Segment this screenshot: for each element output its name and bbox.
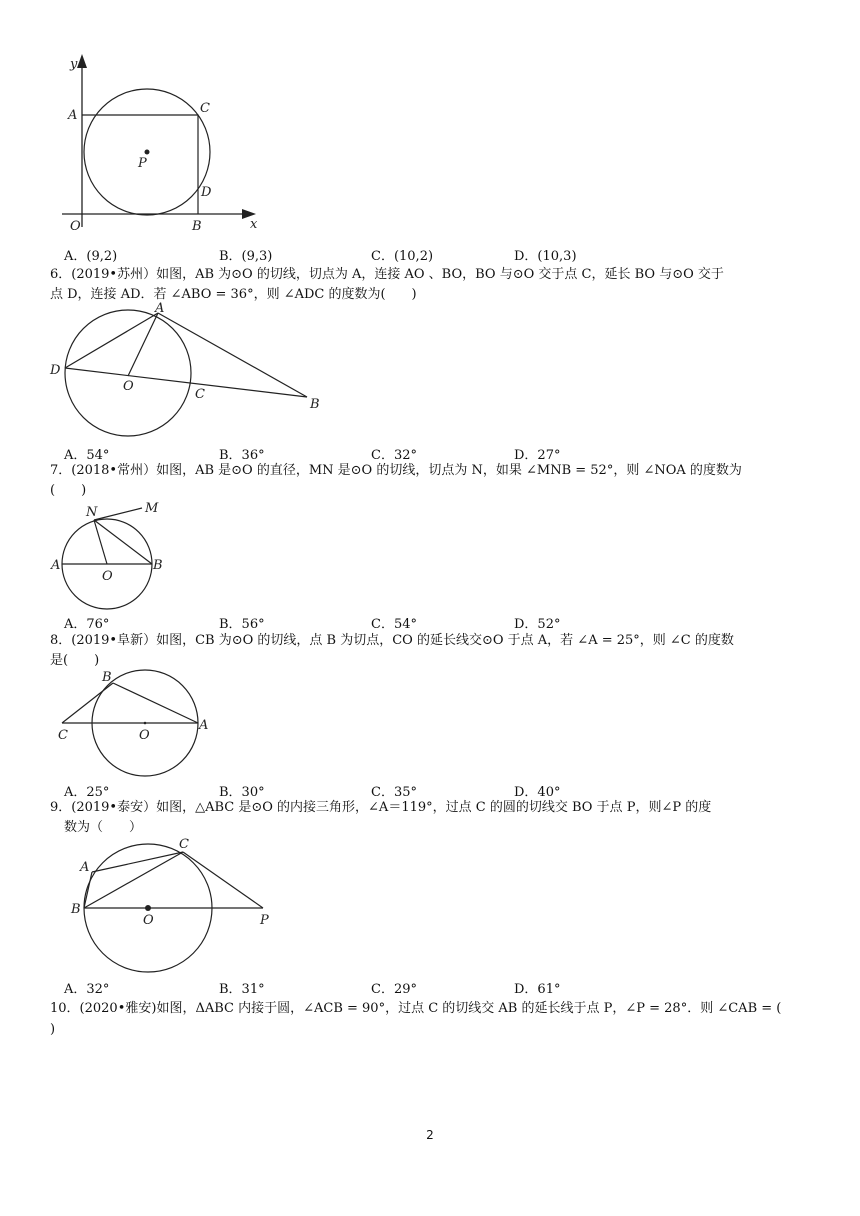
- option-b[interactable]: B．36°: [219, 448, 265, 463]
- label-y: y: [70, 57, 78, 72]
- figure-q7-circle-diameter: [48, 498, 178, 610]
- label-p: P: [260, 913, 269, 928]
- label-o: O: [123, 379, 134, 394]
- label-c: C: [195, 387, 205, 402]
- segment-cp: [183, 852, 263, 908]
- y-axis-arrow-icon: [77, 54, 87, 68]
- figure-q8-circle-tangent: [48, 665, 223, 780]
- figure-q6-circle-tangent: [45, 302, 335, 442]
- label-m: M: [145, 501, 159, 516]
- question-7-stem-line-1: 7．(2018•常州）如图，AB 是⊙O 的直径，MN 是⊙O 的切线，切点为 N，如果 ∠MNB = 52°，则 ∠NOA 的度数为: [50, 463, 742, 478]
- label-d: D: [50, 363, 61, 378]
- option-d[interactable]: D．27°: [514, 448, 561, 463]
- option-a[interactable]: A．32°: [64, 982, 110, 997]
- option-c[interactable]: C．29°: [371, 982, 417, 997]
- segment-nm: [94, 508, 142, 520]
- center-point-o: [145, 905, 151, 911]
- label-a: A: [51, 558, 61, 573]
- segment-db: [65, 368, 307, 397]
- option-c[interactable]: C．35°: [371, 785, 417, 800]
- segment-no: [94, 520, 107, 564]
- option-b[interactable]: B．56°: [219, 617, 265, 632]
- segment-ab: [158, 313, 307, 397]
- segment-cb: [62, 683, 113, 723]
- question-6-stem-line-2: 点 D，连接 AD．若 ∠ABO = 36°，则 ∠ADC 的度数为( ): [50, 287, 417, 302]
- label-a: A: [155, 301, 165, 316]
- question-10-stem-line-2: ): [50, 1022, 56, 1037]
- segment-nb: [94, 520, 152, 564]
- option-a[interactable]: A．54°: [64, 448, 110, 463]
- option-c[interactable]: C．(10,2): [371, 249, 434, 264]
- question-6-stem-line-1: 6．(2019•苏州）如图，AB 为⊙O 的切线，切点为 A，连接 AO 、BO，BO 与⊙O 交于点 C，延长 BO 与⊙O 交于: [50, 267, 724, 282]
- option-c[interactable]: C．54°: [371, 617, 417, 632]
- option-d[interactable]: D．40°: [514, 785, 561, 800]
- segment-ac: [92, 852, 183, 872]
- option-b[interactable]: B．(9,3): [219, 249, 273, 264]
- label-n: N: [86, 505, 98, 520]
- label-c: C: [58, 728, 68, 743]
- option-d[interactable]: D．52°: [514, 617, 561, 632]
- label-c: C: [200, 101, 210, 116]
- option-c[interactable]: C．32°: [371, 448, 417, 463]
- question-9-stem-line-1: 9．(2019•泰安）如图，△ABC 是⊙O 的内接三角形，∠A＝119°，过点 C 的圆的切线交 BO 于点 P，则∠P 的度: [50, 800, 712, 815]
- question-8-stem-line-2: 是( ): [50, 653, 100, 668]
- label-b: B: [153, 558, 163, 573]
- label-p: P: [138, 156, 147, 171]
- option-b[interactable]: B．31°: [219, 982, 265, 997]
- label-a: A: [68, 108, 78, 123]
- question-10-stem-line-1: 10．(2020•雅安)如图，ΔABC 内接于圆，∠ACB = 90°，过点 C 的切线交 AB 的延长线于点 P，∠P = 28°．则 ∠CAB = (: [50, 1001, 782, 1016]
- option-a[interactable]: A．(9,2): [64, 249, 118, 264]
- circle-o: [65, 310, 191, 436]
- option-d[interactable]: D．61°: [514, 982, 561, 997]
- label-a: A: [80, 860, 90, 875]
- option-d[interactable]: D．(10,3): [514, 249, 577, 264]
- question-9-stem-line-2: 数为（ ）: [64, 820, 143, 835]
- question-7-stem-line-2: ( ): [50, 483, 87, 498]
- label-b: B: [310, 397, 320, 412]
- label-c: C: [179, 837, 189, 852]
- label-b: B: [71, 902, 81, 917]
- segment-bc: [84, 852, 183, 908]
- label-o: O: [139, 728, 150, 743]
- segment-da: [65, 313, 158, 368]
- label-o: O: [143, 913, 154, 928]
- figure-q5-coordinate-circle: [50, 52, 270, 237]
- label-b: B: [192, 219, 202, 234]
- label-o: O: [70, 219, 81, 234]
- option-a[interactable]: A．25°: [64, 785, 110, 800]
- center-point-o: [144, 722, 147, 725]
- label-b: B: [102, 670, 112, 685]
- center-point-p: [145, 150, 150, 155]
- question-8-stem-line-1: 8．(2019•阜新）如图，CB 为⊙O 的切线，点 B 为切点，CO 的延长线交⊙O 于点 A，若 ∠A = 25°，则 ∠C 的度数: [50, 633, 734, 648]
- label-d: D: [201, 185, 212, 200]
- label-o: O: [102, 569, 113, 584]
- option-a[interactable]: A．76°: [64, 617, 110, 632]
- figure-q9-inscribed-triangle: [48, 833, 288, 978]
- option-b[interactable]: B．30°: [219, 785, 265, 800]
- segment-ba: [84, 872, 92, 908]
- page-number: 2: [426, 1128, 434, 1142]
- label-a: A: [199, 718, 209, 733]
- label-x: x: [250, 217, 258, 232]
